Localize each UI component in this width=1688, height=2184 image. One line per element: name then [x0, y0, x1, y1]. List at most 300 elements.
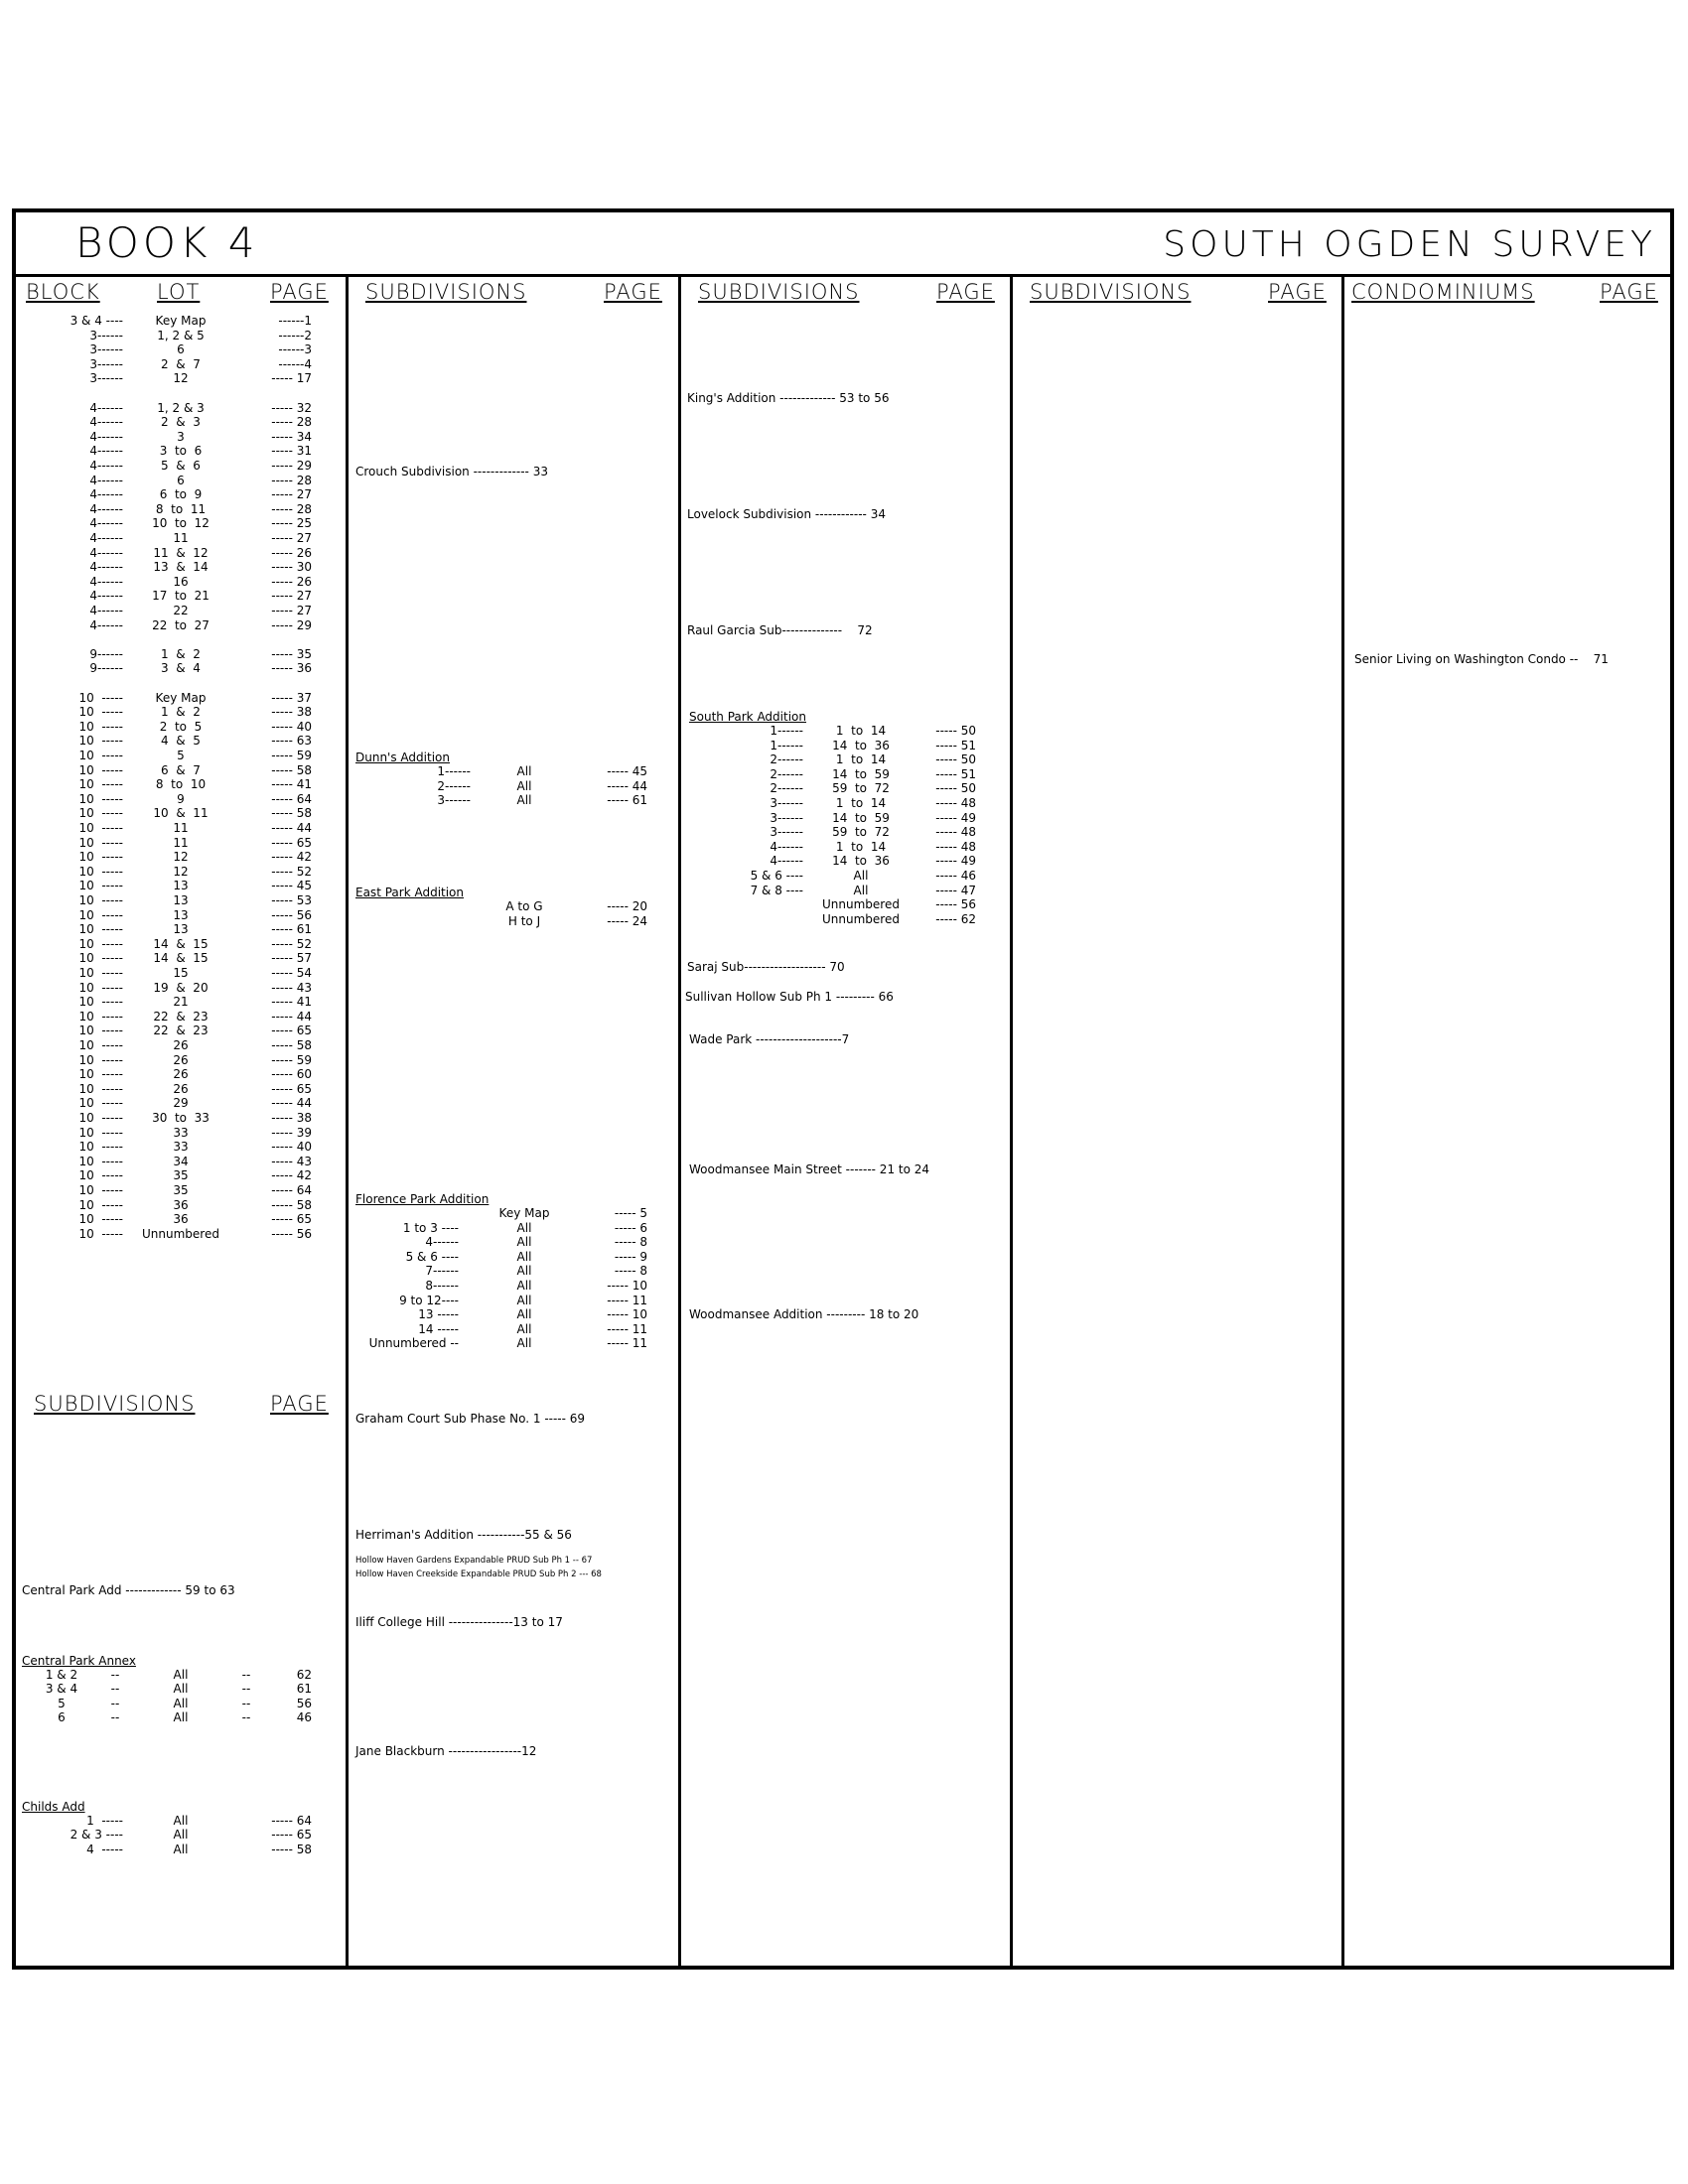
table-cell: 3 & 4 ---- [70, 314, 123, 328]
table-cell: Key Map [498, 1206, 550, 1220]
table-cell: ----- 50 [935, 781, 976, 796]
table-cell: 10 ----- [78, 1212, 123, 1227]
table-cell: 7 & 8 ---- [750, 883, 803, 897]
table-cell: 8 to 11 [155, 501, 207, 516]
table-cell: ----- 40 [271, 1140, 312, 1155]
table-cell: 9 [177, 791, 185, 806]
table-cell: ----- 62 [935, 911, 976, 926]
table-cell: 3 to 6 [159, 444, 203, 459]
table-cell: ----- 45 [607, 764, 647, 778]
table-cell: 59 to 72 [832, 781, 890, 796]
table-cell: ------3 [278, 342, 312, 357]
table-cell: 3 & 4 [161, 661, 201, 676]
table-cell: ----- 9 [614, 1249, 647, 1264]
table-cell: 10 ----- [78, 705, 123, 720]
table-cell: -- [241, 1682, 251, 1697]
table-cell: ----- 6 [614, 1220, 647, 1235]
table-cell: 1 & 2 [161, 646, 201, 661]
table-cell: ----- 5 [614, 1206, 647, 1220]
table-cell: ----- 27 [271, 531, 312, 545]
table-cell: 12 [173, 371, 189, 386]
table-cell: All [516, 1307, 532, 1322]
table-cell: 4------ [89, 415, 123, 430]
raul-garcia-sub: Raul Garcia Sub-------------- 72 [687, 623, 873, 637]
block-header: BLOCK [26, 280, 100, 304]
table-cell: 4------ [89, 473, 123, 487]
woodmansee-main-street: Woodmansee Main Street ------- 21 to 24 [689, 1162, 930, 1176]
table-cell: ----- 20 [607, 899, 647, 913]
table-cell: -- [110, 1682, 120, 1697]
table-cell: 9------ [89, 661, 123, 676]
table-cell: ----- 28 [271, 415, 312, 430]
table-cell: Key Map [155, 690, 207, 705]
table-cell: 3------ [770, 825, 803, 840]
table-cell: All [173, 1828, 189, 1843]
table-cell: ----- 8 [614, 1264, 647, 1279]
table-cell: All [173, 1696, 189, 1710]
book-title: BOOK 4 [75, 218, 259, 267]
table-cell: 35 [173, 1183, 189, 1197]
table-cell: 59 to 72 [832, 825, 890, 840]
table-cell: 10 ----- [78, 907, 123, 922]
crouch-subdivision: Crouch Subdivision ------------- 33 [355, 465, 548, 478]
table-cell: ----- 64 [271, 1814, 312, 1828]
table-cell: 13 [173, 879, 189, 893]
table-cell: ----- 58 [271, 1842, 312, 1856]
table-cell: ----- 31 [271, 444, 312, 459]
table-cell: ----- 53 [271, 893, 312, 907]
table-cell: All [516, 1235, 532, 1250]
table-cell: 2------ [437, 778, 471, 793]
table-cell: ----- 56 [271, 907, 312, 922]
table-cell: 6 [177, 473, 185, 487]
table-cell: ----- 37 [271, 690, 312, 705]
table-cell: 22 & 23 [153, 1009, 209, 1024]
table-cell: 4------ [89, 560, 123, 575]
table-cell: ----- 61 [607, 793, 647, 807]
table-cell: 10 ----- [78, 1067, 123, 1082]
table-cell: 14 & 15 [153, 936, 209, 951]
table-cell: ----- 51 [935, 738, 976, 752]
table-cell: ----- 54 [271, 966, 312, 980]
table-cell: 10 to 12 [152, 516, 210, 531]
table-cell: 12 [173, 850, 189, 865]
table-cell: 4------ [89, 531, 123, 545]
table-cell: 10 ----- [78, 821, 123, 835]
table-cell: 10 ----- [78, 1038, 123, 1052]
table-cell: ----- 58 [271, 762, 312, 777]
table-cell: 56 [296, 1696, 312, 1710]
table-cell: ----- 39 [271, 1125, 312, 1140]
table-cell: 14 ----- [418, 1321, 459, 1336]
table-cell: 1------ [437, 764, 471, 778]
table-cell: 62 [296, 1668, 312, 1682]
table-cell: 4 ----- [86, 1842, 123, 1856]
table-cell: 13 [173, 907, 189, 922]
central-park-add: Central Park Add ------------- 59 to 63 [22, 1583, 235, 1597]
column-divider [1341, 274, 1344, 1966]
table-cell: 10 ----- [78, 951, 123, 966]
table-cell: 10 ----- [78, 762, 123, 777]
table-cell: 6 [177, 342, 185, 357]
table-cell: 35 [173, 1168, 189, 1183]
senior-living-condo: Senior Living on Washington Condo -- 71 [1354, 652, 1609, 666]
table-cell: ----- 25 [271, 516, 312, 531]
table-cell: ----- 42 [271, 850, 312, 865]
table-cell: 10 ----- [78, 1024, 123, 1038]
table-cell: 10 ----- [78, 806, 123, 821]
table-cell: 26 [173, 1081, 189, 1096]
table-cell: ----- 57 [271, 951, 312, 966]
table-cell: ----- 43 [271, 980, 312, 995]
table-cell: 2------ [770, 766, 803, 781]
table-cell: ----- 11 [607, 1293, 647, 1307]
table-cell: 9 to 12---- [399, 1293, 459, 1307]
subdivisions-header: SUBDIVISIONS [698, 280, 860, 304]
subdivisions-header: SUBDIVISIONS [34, 1392, 196, 1416]
table-cell: 14 & 15 [153, 951, 209, 966]
table-cell: All [173, 1842, 189, 1856]
table-cell: 3------ [89, 342, 123, 357]
table-cell: ----- 65 [271, 1024, 312, 1038]
table-cell: 10 ----- [78, 791, 123, 806]
table-cell: -- [110, 1668, 120, 1682]
herrimans-addition: Herriman's Addition -----------55 & 56 [355, 1528, 572, 1542]
table-cell: 8------ [425, 1279, 459, 1293]
table-cell: 10 ----- [78, 1052, 123, 1067]
table-cell: 21 [173, 995, 189, 1010]
table-cell: All [516, 778, 532, 793]
survey-title: SOUTH OGDEN SURVEY [1163, 224, 1656, 265]
page-header: PAGE [270, 280, 329, 304]
table-cell: ----- 41 [271, 777, 312, 792]
table-cell: ----- 8 [614, 1235, 647, 1250]
table-cell: ------4 [278, 356, 312, 371]
table-cell: 1 to 3 ---- [402, 1220, 459, 1235]
page-header: PAGE [1268, 280, 1327, 304]
table-cell: ----- 43 [271, 1154, 312, 1168]
table-cell: 1, 2 & 3 [157, 400, 205, 415]
east-park-addition-title: East Park Addition [355, 886, 465, 899]
table-cell: ----- 24 [607, 913, 647, 928]
table-cell: 9------ [89, 646, 123, 661]
table-cell: ----- 58 [271, 1038, 312, 1052]
table-cell: ----- 29 [271, 459, 312, 473]
table-cell: ----- 60 [271, 1067, 312, 1082]
table-cell: Key Map [155, 314, 207, 328]
table-cell: 4------ [89, 604, 123, 617]
table-cell: 10 ----- [78, 749, 123, 762]
table-cell: 10 ----- [78, 719, 123, 734]
woodmansee-addition: Woodmansee Addition --------- 18 to 20 [689, 1307, 919, 1321]
table-cell: 10 ----- [78, 1183, 123, 1197]
table-cell: 11 & 12 [153, 545, 209, 560]
table-cell: 2 & 3 ---- [70, 1828, 123, 1843]
page-header: PAGE [604, 280, 662, 304]
table-cell: ----- 44 [607, 778, 647, 793]
table-cell: 1 to 14 [835, 839, 887, 854]
table-cell: 3------ [89, 356, 123, 371]
column-divider [678, 274, 681, 1966]
table-cell: 3 & 4 [45, 1682, 78, 1697]
table-cell: Unnumbered [822, 911, 900, 926]
table-cell: ----- 61 [271, 922, 312, 937]
table-cell: ----- 46 [935, 869, 976, 883]
page-header: PAGE [270, 1392, 329, 1416]
table-cell: 10 ----- [78, 879, 123, 893]
table-cell: 5 & 6 [161, 459, 201, 473]
table-cell: 6 & 7 [161, 762, 201, 777]
table-cell: ----- 48 [935, 839, 976, 854]
table-cell: ----- 65 [271, 1828, 312, 1843]
table-cell: 2 & 7 [161, 356, 201, 371]
table-cell: 10 ----- [78, 1226, 123, 1241]
childs-add-title: Childs Add [22, 1800, 85, 1814]
table-cell: ----- 42 [271, 1168, 312, 1183]
table-cell: 4------ [89, 400, 123, 415]
table-cell: 10 ----- [78, 1009, 123, 1024]
table-cell: ----- 41 [271, 995, 312, 1010]
table-cell: ----- 63 [271, 734, 312, 749]
table-cell: 5 & 6 ---- [750, 869, 803, 883]
table-cell: All [516, 793, 532, 807]
table-cell: 4------ [89, 429, 123, 444]
table-cell: 17 to 21 [152, 589, 210, 604]
column-divider [346, 274, 349, 1966]
table-cell: 3------ [770, 810, 803, 825]
iliff-college-hill: Iliff College Hill ---------------13 to 17 [355, 1615, 563, 1629]
table-cell: 10 ----- [78, 1125, 123, 1140]
table-cell: ----- 27 [271, 604, 312, 617]
table-cell: ----- 52 [271, 936, 312, 951]
table-cell: 13 [173, 893, 189, 907]
table-cell: 2------ [770, 781, 803, 796]
table-cell: ----- 59 [271, 749, 312, 762]
table-cell: -- [110, 1710, 120, 1725]
table-cell: H to J [507, 913, 541, 928]
table-cell: 10 ----- [78, 966, 123, 980]
table-cell: ----- 36 [271, 661, 312, 676]
table-cell: 22 [173, 604, 189, 617]
table-cell: 10 ----- [78, 1081, 123, 1096]
table-cell: ----- 27 [271, 487, 312, 502]
table-cell: 30 to 33 [152, 1111, 210, 1125]
table-cell: 10 ----- [78, 922, 123, 937]
table-cell: ----- 47 [935, 883, 976, 897]
condominiums-header: CONDOMINIUMS [1351, 280, 1535, 304]
table-cell: ----- 64 [271, 1183, 312, 1197]
wade-park: Wade Park --------------------7 [689, 1032, 850, 1046]
table-cell: 13 [173, 922, 189, 937]
table-cell: 13 ----- [418, 1307, 459, 1322]
table-cell: 10 ----- [78, 777, 123, 792]
table-cell: 29 [173, 1096, 189, 1111]
table-cell: 26 [173, 1052, 189, 1067]
table-cell: 3------ [89, 371, 123, 386]
table-cell: 4------ [89, 545, 123, 560]
table-cell: All [173, 1668, 189, 1682]
table-cell: All [516, 1220, 532, 1235]
table-cell: 4------ [770, 854, 803, 869]
table-cell: ----- 45 [271, 879, 312, 893]
table-cell: 10 ----- [78, 835, 123, 850]
table-cell: ----- 56 [935, 897, 976, 912]
table-cell: 10 ----- [78, 980, 123, 995]
table-cell: 3------ [770, 796, 803, 810]
table-cell: ----- 35 [271, 646, 312, 661]
table-cell: ------2 [278, 328, 312, 342]
sullivan-hollow-sub: Sullivan Hollow Sub Ph 1 --------- 66 [685, 990, 894, 1004]
table-cell: 1------ [770, 724, 803, 738]
table-cell: -- [241, 1696, 251, 1710]
table-cell: 11 [173, 835, 189, 850]
table-cell: ----- 65 [271, 1081, 312, 1096]
table-cell: 61 [296, 1682, 312, 1697]
table-cell: ----- 52 [271, 864, 312, 879]
table-cell: All [173, 1710, 189, 1725]
table-cell: All [173, 1682, 189, 1697]
table-cell: All [173, 1814, 189, 1828]
table-cell: 14 to 59 [832, 810, 890, 825]
table-cell: ----- 17 [271, 371, 312, 386]
hollow-haven-gardens: Hollow Haven Gardens Expandable PRUD Sub Ph 1 -- 67 [355, 1556, 593, 1566]
jane-blackburn: Jane Blackburn -----------------12 [355, 1744, 537, 1758]
table-cell: 26 [173, 1038, 189, 1052]
table-cell: ----- 30 [271, 560, 312, 575]
table-cell: 14 to 59 [832, 766, 890, 781]
table-cell: ----- 29 [271, 617, 312, 632]
table-cell: ----- 64 [271, 791, 312, 806]
central-park-annex-title: Central Park Annex [22, 1654, 136, 1668]
table-cell: 3 [177, 429, 185, 444]
table-cell: ----- 58 [271, 1197, 312, 1212]
table-cell: 4------ [89, 589, 123, 604]
table-cell: ----- 10 [607, 1279, 647, 1293]
table-cell: 10 ----- [78, 1154, 123, 1168]
table-cell: 5 [58, 1696, 66, 1710]
table-cell: ----- 32 [271, 400, 312, 415]
table-cell: 4------ [89, 487, 123, 502]
table-cell: ----- 65 [271, 835, 312, 850]
table-cell: 7------ [425, 1264, 459, 1279]
table-cell: All [516, 1264, 532, 1279]
table-cell: 10 ----- [78, 1140, 123, 1155]
kings-addition: King's Addition ------------- 53 to 56 [687, 391, 890, 405]
table-cell: 6 to 9 [159, 487, 203, 502]
table-cell: ----- 50 [935, 724, 976, 738]
florence-park-addition-title: Florence Park Addition [355, 1192, 490, 1206]
dunns-addition-title: Dunn's Addition [355, 751, 450, 764]
table-cell: -- [110, 1696, 120, 1710]
table-cell: ----- 65 [271, 1212, 312, 1227]
graham-court-sub: Graham Court Sub Phase No. 1 ----- 69 [355, 1412, 586, 1426]
table-cell: 3------ [437, 793, 471, 807]
table-cell: ----- 59 [271, 1052, 312, 1067]
table-cell: 22 to 27 [152, 617, 210, 632]
table-cell: -- [241, 1710, 251, 1725]
table-cell: All [516, 764, 532, 778]
table-cell: 8 to 10 [155, 777, 207, 792]
table-cell: ----- 44 [271, 821, 312, 835]
table-cell: 2 & 3 [161, 415, 201, 430]
table-cell: 6 [58, 1710, 66, 1725]
table-cell: ----- 11 [607, 1336, 647, 1351]
table-cell: ----- 26 [271, 545, 312, 560]
table-cell: ----- 49 [935, 854, 976, 869]
subdivisions-header: SUBDIVISIONS [1030, 280, 1192, 304]
page-header: PAGE [936, 280, 995, 304]
table-cell: 36 [173, 1212, 189, 1227]
table-cell: 26 [173, 1067, 189, 1082]
table-cell: 10 ----- [78, 690, 123, 705]
table-cell: All [516, 1279, 532, 1293]
table-cell: ----- 38 [271, 705, 312, 720]
south-park-addition-title: South Park Addition [689, 710, 806, 724]
table-cell: 14 to 36 [832, 738, 890, 752]
table-cell: 46 [296, 1710, 312, 1725]
table-cell: 1------ [770, 738, 803, 752]
table-cell: Unnumbered [142, 1226, 219, 1241]
saraj-sub: Saraj Sub------------------- 70 [687, 960, 845, 974]
table-cell: 15 [173, 966, 189, 980]
table-cell: All [516, 1293, 532, 1307]
table-cell: 10 ----- [78, 893, 123, 907]
table-cell: ----- 26 [271, 574, 312, 589]
table-cell: 1 to 14 [835, 796, 887, 810]
table-cell: All [853, 869, 869, 883]
table-cell: 1, 2 & 5 [157, 328, 205, 342]
table-cell: All [516, 1249, 532, 1264]
table-cell: 10 ----- [78, 1197, 123, 1212]
table-cell: 2------ [770, 752, 803, 767]
table-cell: 2 to 5 [159, 719, 203, 734]
table-cell: ----- 34 [271, 429, 312, 444]
table-cell: ----- 28 [271, 473, 312, 487]
table-cell: All [516, 1336, 532, 1351]
table-cell: 33 [173, 1125, 189, 1140]
table-cell: ------1 [278, 314, 312, 328]
table-cell: 4------ [425, 1235, 459, 1250]
table-cell: 10 ----- [78, 850, 123, 865]
table-cell: 14 to 36 [832, 854, 890, 869]
table-cell: 5 [177, 749, 185, 762]
table-cell: ----- 44 [271, 1096, 312, 1111]
table-cell: 10 ----- [78, 734, 123, 749]
table-cell: ----- 48 [935, 796, 976, 810]
table-cell: ----- 58 [271, 806, 312, 821]
table-cell: ----- 48 [935, 825, 976, 840]
table-cell: 33 [173, 1140, 189, 1155]
table-cell: 1 & 2 [45, 1668, 78, 1682]
table-cell: ----- 28 [271, 501, 312, 516]
table-cell: ----- 27 [271, 589, 312, 604]
table-cell: 1 to 14 [835, 724, 887, 738]
hollow-haven-creekside: Hollow Haven Creekside Expandable PRUD Sub Ph 2 --- 68 [355, 1570, 602, 1579]
table-cell: 10 & 11 [153, 806, 209, 821]
subdivisions-header: SUBDIVISIONS [365, 280, 527, 304]
table-cell: 1 to 14 [835, 752, 887, 767]
table-cell: 12 [173, 864, 189, 879]
table-cell: 16 [173, 574, 189, 589]
table-cell: ----- 38 [271, 1111, 312, 1125]
table-cell: 4 & 5 [161, 734, 201, 749]
lovelock-subdivision: Lovelock Subdivision ------------ 34 [687, 507, 886, 521]
map-index-frame [12, 208, 1674, 1970]
table-cell: 10 ----- [78, 936, 123, 951]
table-cell: 3------ [89, 328, 123, 342]
table-cell: 4------ [89, 574, 123, 589]
table-cell: ----- 49 [935, 810, 976, 825]
